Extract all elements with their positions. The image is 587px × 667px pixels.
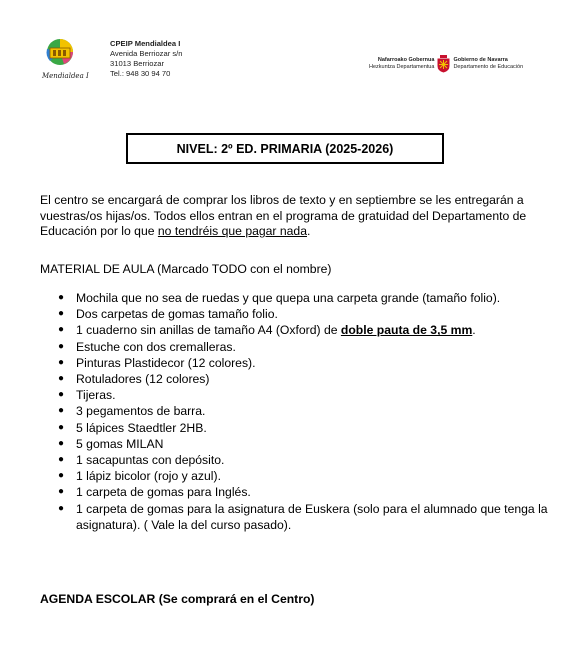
bullet: ● bbox=[58, 502, 65, 514]
gov-basque-line1: Nafarroako Gobernua bbox=[377, 57, 435, 63]
bullet: ● bbox=[58, 292, 65, 303]
gov-spanish-line2: Departamento de Educación bbox=[453, 64, 524, 70]
list-item-end: . bbox=[472, 323, 476, 338]
bullet: ● bbox=[58, 308, 65, 320]
list-item bbox=[58, 306, 558, 322]
bullet: ● bbox=[58, 437, 65, 449]
list-item bbox=[58, 387, 558, 403]
list-item bbox=[58, 290, 558, 306]
bullet: ● bbox=[58, 340, 65, 352]
list-item-text: Dos carpetas de gomas tamaño folio. bbox=[76, 307, 278, 322]
list-item bbox=[58, 371, 558, 387]
list-item bbox=[58, 484, 558, 500]
list-item bbox=[58, 436, 558, 452]
school-phone: Tel.: 948 30 94 70 bbox=[110, 69, 171, 78]
list-item-text: Tijeras. bbox=[76, 388, 116, 403]
list-item-text: Mochila que no sea de ruedas y que quepa una carpeta grande (tamaño folio). bbox=[76, 291, 501, 305]
bullet: ● bbox=[58, 470, 65, 482]
bullet: ● bbox=[58, 324, 65, 336]
intro-underlined: no tendréis que pagar nada bbox=[157, 224, 307, 238]
list-item-text: Estuche con dos cremalleras. bbox=[76, 339, 236, 354]
agenda-note: AGENDA ESCOLAR (Se comprará en el Centro) bbox=[40, 592, 315, 606]
bullet: ● bbox=[58, 405, 65, 417]
list-item-text: 1 sacapuntas con depósito. bbox=[76, 453, 225, 468]
list-item-text: Pinturas Plastidecor (12 colores). bbox=[76, 355, 256, 370]
school-city: 31013 Berriozar bbox=[110, 59, 165, 68]
school-info bbox=[110, 39, 182, 79]
intro-end: . bbox=[306, 224, 311, 238]
list-item-text: 1 cuaderno sin anillas de tamaño A4 (Oxford) de bbox=[76, 323, 341, 338]
level-title: NIVEL: 2º ED. PRIMARIA (2025-2026) bbox=[176, 141, 394, 156]
list-item-text: 3 pegamentos de barra. bbox=[76, 404, 206, 419]
bullet: ● bbox=[58, 389, 65, 401]
intro-paragraph bbox=[40, 193, 565, 240]
bullet: ● bbox=[58, 373, 65, 385]
list-item bbox=[58, 468, 558, 484]
intro-text: El centro se encargará de comprar los libros de texto y en septiembre se les entregarán a vuestras/os hijas/os. Todos ellos entran en el programa de gratuidad del Departamento de Educación por lo que bbox=[40, 193, 527, 238]
bullet: ● bbox=[58, 486, 65, 498]
list-item-text: 1 carpeta de gomas para la asignatura de Euskera (solo para el alumnado que tenga la asignatura). ( Vale la del curso pasado). bbox=[76, 501, 548, 532]
gov-spanish-text bbox=[453, 57, 523, 71]
bullet: ● bbox=[58, 454, 65, 466]
list-item bbox=[58, 403, 558, 419]
list-item bbox=[58, 501, 558, 533]
list-item bbox=[58, 452, 558, 468]
list-item bbox=[58, 339, 558, 355]
bullet: ● bbox=[58, 421, 65, 433]
gov-basque-text bbox=[369, 57, 434, 71]
navarra-shield-icon bbox=[437, 55, 450, 73]
level-title-box bbox=[126, 133, 444, 164]
materials-list bbox=[58, 290, 558, 533]
list-item-text: 5 lápices Staedtler 2HB. bbox=[76, 420, 207, 435]
list-item-text: 5 gomas MILAN bbox=[76, 436, 164, 451]
government-logo bbox=[369, 53, 523, 75]
list-item bbox=[58, 420, 558, 436]
bullet: ● bbox=[58, 356, 65, 368]
list-item bbox=[58, 322, 558, 338]
list-item-text: 1 carpeta de gomas para Inglés. bbox=[76, 485, 251, 500]
list-item-text: 1 lápiz bicolor (rojo y azul). bbox=[76, 469, 221, 484]
logo-text: Mendialdea I bbox=[42, 72, 89, 80]
school-address: Avenida Berriozar s/n bbox=[110, 49, 183, 58]
school-logo-icon bbox=[40, 36, 96, 82]
list-item-emphasis: doble pauta de 3,5 mm bbox=[340, 323, 473, 338]
school-logo bbox=[40, 36, 96, 82]
gov-spanish-line1: Gobierno de Navarra bbox=[453, 57, 508, 63]
gov-basque-line2: Hezkuntza Departamentua bbox=[369, 64, 435, 70]
material-section-title: MATERIAL DE AULA (Marcado TODO con el nombre) bbox=[40, 262, 332, 276]
list-item bbox=[58, 355, 558, 371]
school-name: CPEIP Mendialdea I bbox=[110, 39, 181, 48]
list-item-text: Rotuladores (12 colores) bbox=[76, 372, 210, 387]
